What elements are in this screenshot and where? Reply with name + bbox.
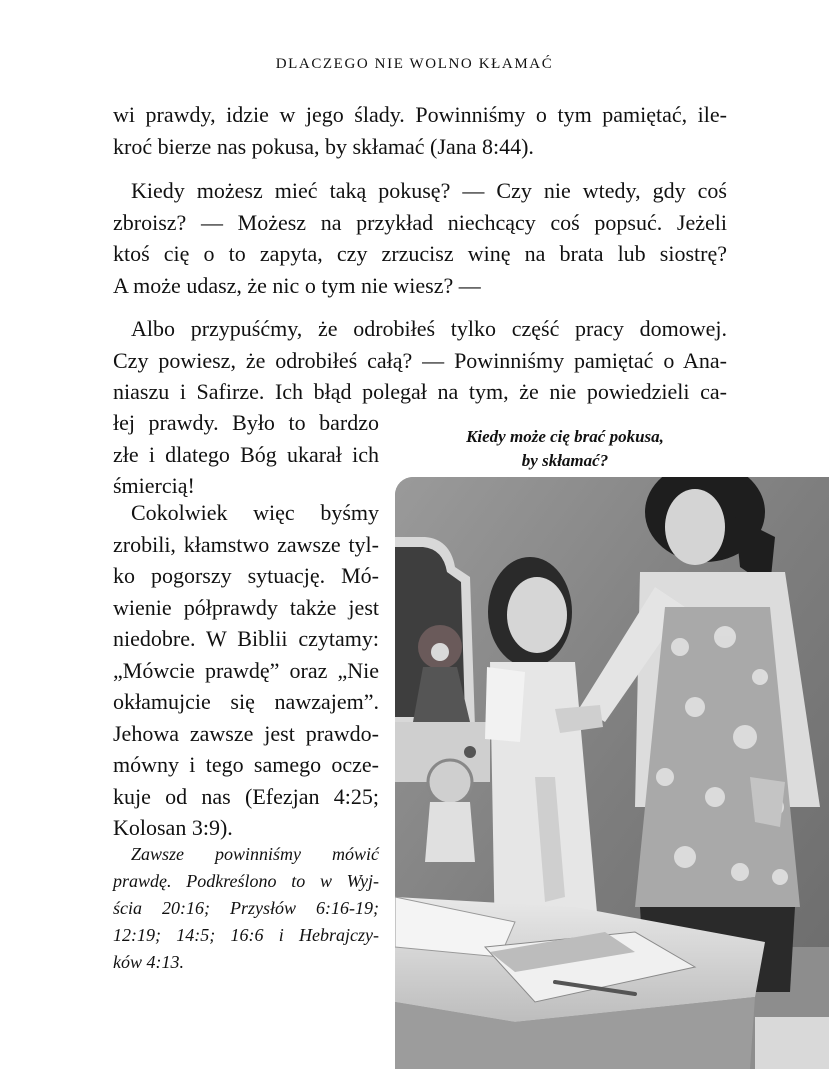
text-line: Albo przypuśćmy, że odrobiłeś tylko część pracy domowej. <box>131 316 727 341</box>
text-line: kuje od nas (Efezjan 4:25; <box>113 783 379 809</box>
text-line: śmiercią! <box>113 473 195 498</box>
text-line: Czy powiesz, że odrobiłeś całą? — Powinniśmy pamiętać o Ana- <box>113 347 727 373</box>
text-line: ktoś cię o to zapyta, czy zrzucisz winę na brata lub siostrę? <box>113 241 727 266</box>
text-line: zbroisz? — Możesz na przykład niechcący coś popsuć. Jeżeli <box>113 209 727 235</box>
floor-right <box>755 1017 829 1069</box>
caption-line: by skłamać? <box>521 451 609 470</box>
text-line: kroć bierze nas pokusa, by skłamać (Jana 8:44). <box>113 133 534 159</box>
rag-doll-head <box>428 760 472 804</box>
rag-doll-body <box>425 802 475 862</box>
mother-right-hand <box>750 777 785 827</box>
illustration <box>395 477 829 1069</box>
text-line: Kolosan 3:9). <box>113 815 233 840</box>
paragraph-3 <box>113 313 727 408</box>
mother-face <box>665 489 725 565</box>
doll-face <box>431 643 449 661</box>
text-line: niedobre. W Biblii czytamy: <box>113 626 379 651</box>
text-line: A może udasz, że nic o tym nie wiesz? — <box>113 272 481 298</box>
girl-face <box>507 577 567 653</box>
text-line: zrobili, kłamstwo zawsze tyl- <box>113 531 379 557</box>
text-line: Cokolwiek więc byśmy <box>131 500 379 525</box>
paragraph-1 <box>113 99 727 162</box>
text-line: „Mówcie prawdę” oraz „Nie <box>113 657 379 683</box>
running-head: DLACZEGO NIE WOLNO KŁAMAĆ <box>275 56 554 72</box>
caption-line: 12:19; 14:5; 16:6 i Hebrajczy- <box>113 925 379 945</box>
text-line: złe i dlatego Bóg ukarał ich <box>113 441 379 467</box>
caption-line: Kiedy może cię brać pokusa, <box>466 427 664 446</box>
paragraph-3-continued <box>113 407 379 502</box>
caption-line: Zawsze powinniśmy mówić <box>131 844 379 864</box>
side-caption <box>113 841 379 976</box>
text-line: ko pogorszy sytuację. Mó- <box>113 563 379 588</box>
caption-line: ścia 20:16; Przysłów 6:16-19; <box>113 898 379 918</box>
paragraph-2 <box>113 175 727 301</box>
caption-line: prawdę. Podkreślono to w Wyj- <box>113 871 379 891</box>
illustration-canvas <box>395 477 829 1069</box>
text-line: Kiedy możesz mieć taką pokusę? — Czy nie wtedy, gdy coś <box>131 178 727 203</box>
caption-line: ków 4:13. <box>113 952 184 972</box>
text-line: wienie półprawdy także jest <box>113 594 379 620</box>
image-caption <box>400 425 730 473</box>
text-line: okłamujcie się nawzajem”. <box>113 689 379 714</box>
text-line: Jehowa zawsze jest prawdo- <box>113 720 379 746</box>
text-line: niaszu i Safirze. Ich błąd polegał na tym, że nie powiedzieli ca- <box>113 379 727 404</box>
paragraph-4 <box>113 497 379 844</box>
text-line: łej prawdy. Było to bardzo <box>113 410 379 435</box>
girl-sleeve <box>485 667 525 742</box>
dresser-knob <box>464 746 476 758</box>
text-line: wi prawdy, idzie w jego ślady. Powinniśmy o tym pamiętać, ile- <box>113 102 727 127</box>
text-line: mówny i tego samego ocze- <box>113 752 379 777</box>
